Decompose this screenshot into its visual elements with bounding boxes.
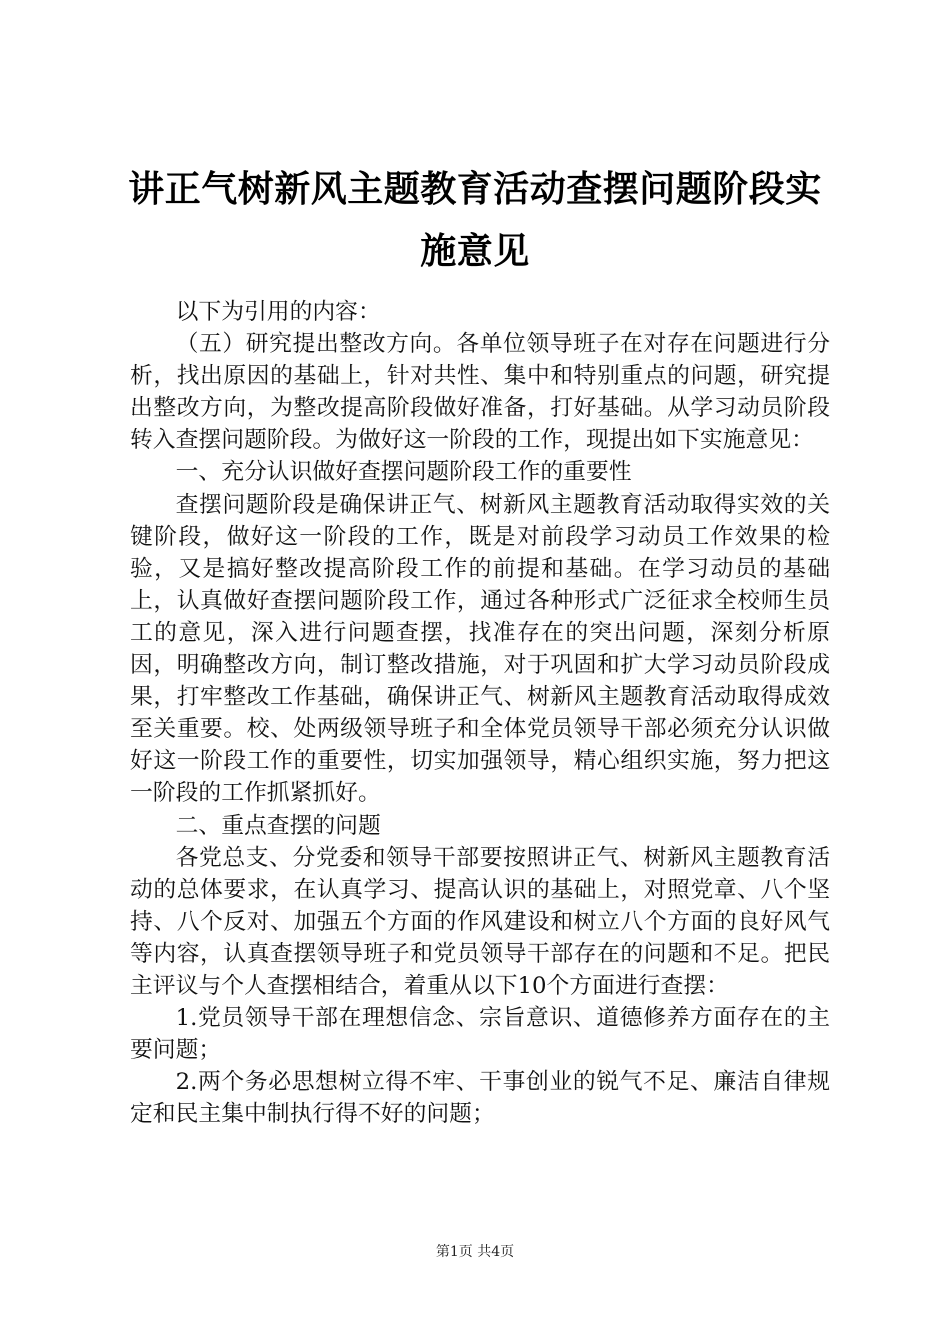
list-item: 2.两个务必思想树立得不牢、干事创业的锐气不足、廉洁自律规定和民主集中制执行得不好的问题； — [130, 1069, 830, 1128]
paragraph: 查摆问题阶段是确保讲正气、树新风主题教育活动取得实效的关键阶段，做好这一阶段的工作，既是对前段学习动员工作效果的检验，又是搞好整改提高阶段工作的前提和基础。在学习动员的基础上，认真做好查摆问题阶段工作，通过各种形式广泛征求全校师生员工的意见，深入进行问题查摆，找准存在的突出问题，深刻分析原因，明确整改方向，制订整改措施，对于巩固和扩大学习动员阶段成果，打牢整改工作基础，确保讲正气、树新风主题教育活动取得成效至关重要。校、处两级领导班子和全体党员领导干部必须充分认识做好这一阶段工作的重要性，切实加强领导，精心组织实施，努力把这一阶段的工作抓紧抓好。 — [130, 491, 830, 807]
paragraph: （五）研究提出整改方向。各单位领导班子在对存在问题进行分析，找出原因的基础上，针对共性、集中和特别重点的问题，研究提出整改方向，为整改提高阶段做好准备，打好基础。从学习动员阶段转入查摆问题阶段。为做好这一阶段的工作，现提出如下实施意见： — [130, 331, 830, 454]
list-item: 1.党员领导干部在理想信念、宗旨意识、道德修养方面存在的主要问题； — [130, 1005, 830, 1064]
page-number: 第1页 共4页 — [435, 1244, 515, 1260]
section-heading: 二、重点查摆的问题 — [175, 812, 381, 839]
paragraph: 以下为引用的内容： — [175, 299, 381, 325]
section-heading: 一、充分认识做好查摆问题阶段工作的重要性 — [175, 459, 632, 486]
document-title: 讲正气树新风主题教育活动查摆问题阶段实施意见 — [128, 168, 822, 272]
paragraph: 各党总支、分党委和领导干部要按照讲正气、树新风主题教育活动的总体要求，在认真学习、提高认识的基础上，对照党章、八个坚持、八个反对、加强五个方面的作风建设和树立八个方面的良好风气等内容，认真查摆领导班子和党员领导干部存在的问题和不足。把民主评议与个人查摆相结合，着重从以下10个方面进行查摆： — [130, 844, 830, 999]
document-body — [130, 296, 830, 1130]
